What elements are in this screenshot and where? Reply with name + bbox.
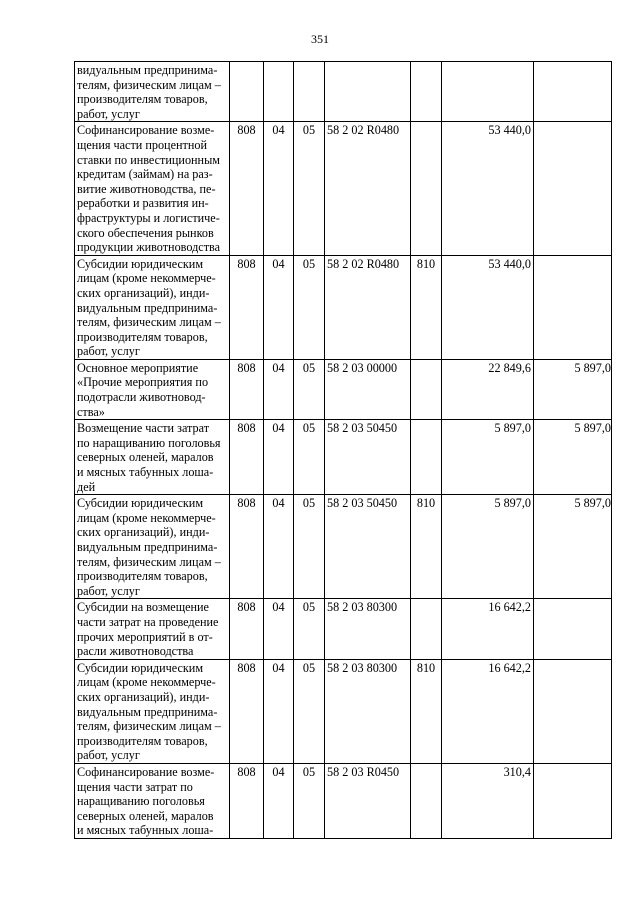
cell-ministry-code: 808 — [230, 420, 264, 495]
cell-subsection-code: 05 — [294, 659, 325, 763]
cell-subsection-code: 05 — [294, 495, 325, 599]
cell-subsection-code: 05 — [294, 255, 325, 359]
cell-amount-2 — [534, 62, 612, 122]
table-body — [75, 62, 612, 839]
cell-subsection-code: 05 — [294, 122, 325, 255]
cell-name: Софинансирование возме- щения части затрат по наращиванию поголовья северных оленей, маралов и мясных табунных лоша- — [75, 763, 230, 838]
cell-amount-1: 5 897,0 — [442, 420, 534, 495]
cell-name: Субсидии юридическим лицам (кроме некоммерче- ских организаций), инди- видуальным предпринима- телям, физическим лицам – производителям товаров, работ, услуг — [75, 495, 230, 599]
cell-amount-2 — [534, 420, 612, 495]
cell-name: Субсидии юридическим лицам (кроме некоммерче- ских организаций), инди- видуальным предпринима- телям, физическим лицам – производителям товаров, работ, услуг — [75, 255, 230, 359]
table-row — [75, 659, 612, 763]
cell-amount-1 — [442, 62, 534, 122]
cell-expense-type — [411, 359, 442, 419]
cell-subsection-code: 05 — [294, 359, 325, 419]
cell-amount-3: 5 897,0 — [574, 496, 611, 511]
cell-section-code: 04 — [264, 599, 294, 659]
cell-expense-type — [411, 62, 442, 122]
cell-section-code: 04 — [264, 495, 294, 599]
cell-expense-type: 810 — [411, 659, 442, 763]
cell-ministry-code: 808 — [230, 255, 264, 359]
cell-section-code: 04 — [264, 659, 294, 763]
table-row — [75, 359, 612, 419]
table-row — [75, 122, 612, 255]
cell-name: Субсидии юридическим лицам (кроме некоммерче- ских организаций), инди- видуальным предпринима- телям, физическим лицам – производителям товаров, работ, услуг — [75, 659, 230, 763]
cell-amount-1: 5 897,0 — [442, 495, 534, 599]
cell-section-code: 04 — [264, 420, 294, 495]
cell-subsection-code: 05 — [294, 599, 325, 659]
cell-target-article: 58 2 02 R0480 — [325, 255, 411, 359]
cell-subsection-code: 05 — [294, 420, 325, 495]
cell-name: видуальным предпринима- телям, физическим лицам – производителям товаров, работ, услуг — [75, 62, 230, 122]
cell-target-article: 58 2 03 50450 — [325, 420, 411, 495]
cell-amount-2 — [534, 659, 612, 763]
cell-amount-2 — [534, 255, 612, 359]
cell-target-article: 58 2 02 R0480 — [325, 122, 411, 255]
cell-amount-2 — [534, 122, 612, 255]
cell-target-article — [325, 62, 411, 122]
cell-amount-3: 5 897,0 — [574, 360, 611, 375]
cell-expense-type: 810 — [411, 255, 442, 359]
cell-target-article: 58 2 03 00000 — [325, 359, 411, 419]
cell-section-code: 04 — [264, 763, 294, 838]
cell-name: Субсидии на возмещение части затрат на проведение прочих мероприятий в от- расли животноводства — [75, 599, 230, 659]
cell-amount-1: 53 440,0 — [442, 255, 534, 359]
cell-amount-1: 310,4 — [442, 763, 534, 838]
cell-amount-3: 5 897,0 — [574, 421, 611, 436]
budget-table — [74, 61, 612, 839]
cell-expense-type — [411, 420, 442, 495]
cell-amount-1: 16 642,2 — [442, 599, 534, 659]
cell-amount-1: 22 849,6 — [442, 359, 534, 419]
table-row — [75, 62, 612, 122]
cell-section-code: 04 — [264, 359, 294, 419]
cell-section-code: 04 — [264, 122, 294, 255]
cell-amount-2 — [534, 359, 612, 419]
cell-name: Софинансирование возме- щения части процентной ставки по инвестиционным кредитам (займам) на раз- витие животноводства, пе- реработки и развития ин- фраструктуры и логистиче- ского обеспечения рынков продукции животноводства — [75, 122, 230, 255]
cell-target-article: 58 2 03 R0450 — [325, 763, 411, 838]
table-row — [75, 599, 612, 659]
cell-section-code: 04 — [264, 255, 294, 359]
cell-section-code — [264, 62, 294, 122]
cell-subsection-code: 05 — [294, 763, 325, 838]
cell-subsection-code — [294, 62, 325, 122]
cell-target-article: 58 2 03 80300 — [325, 659, 411, 763]
cell-expense-type — [411, 763, 442, 838]
cell-ministry-code: 808 — [230, 359, 264, 419]
cell-expense-type — [411, 122, 442, 255]
cell-amount-2 — [534, 763, 612, 838]
cell-expense-type: 810 — [411, 495, 442, 599]
cell-name: Возмещение части затрат по наращиванию поголовья северных оленей, маралов и мясных табунных лоша- дей — [75, 420, 230, 495]
cell-ministry-code: 808 — [230, 495, 264, 599]
cell-amount-2 — [534, 599, 612, 659]
cell-ministry-code: 808 — [230, 659, 264, 763]
cell-ministry-code: 808 — [230, 763, 264, 838]
cell-ministry-code: 808 — [230, 599, 264, 659]
table-row — [75, 763, 612, 838]
cell-amount-1: 53 440,0 — [442, 122, 534, 255]
cell-amount-1: 16 642,2 — [442, 659, 534, 763]
table-row — [75, 420, 612, 495]
cell-target-article: 58 2 03 50450 — [325, 495, 411, 599]
cell-expense-type — [411, 599, 442, 659]
table-row — [75, 255, 612, 359]
cell-ministry-code — [230, 62, 264, 122]
cell-target-article: 58 2 03 80300 — [325, 599, 411, 659]
cell-name: Основное мероприятие «Прочие мероприятия по подотрасли животновод- ства» — [75, 359, 230, 419]
cell-amount-2 — [534, 495, 612, 599]
page-number: 351 — [311, 32, 329, 46]
table-row — [75, 495, 612, 599]
cell-ministry-code: 808 — [230, 122, 264, 255]
